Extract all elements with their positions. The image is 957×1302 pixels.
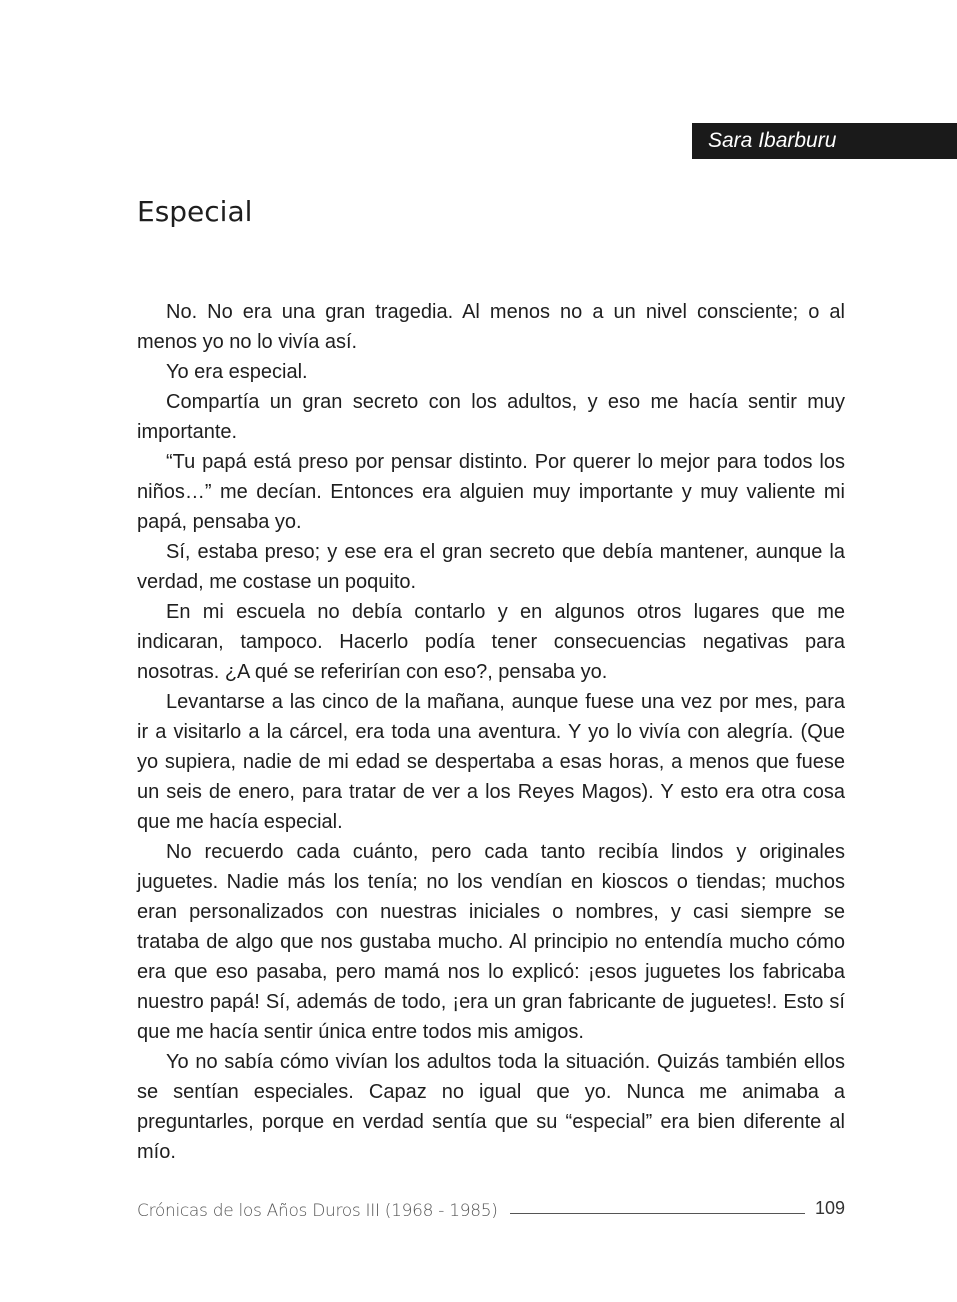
chapter-title: Especial: [137, 195, 253, 228]
paragraph: En mi escuela no debía contarlo y en algunos otros lugares que me indicaran, tampoco. Hacerlo podía tener consecuencias negativas para nosotras. ¿A qué se referirían con eso?, pensaba yo.: [137, 601, 845, 683]
paragraph: No recuerdo cada cuánto, pero cada tanto recibía lindos y originales juguetes. Nadie más los tenía; no los vendían en kioscos o tiendas; muchos eran personalizados con nuestras iniciales o nombres, y casi siempre se trataba de algo que nos gustaba mucho. Al principio no entendía mucho cómo era que eso pasaba, pero mamá nos lo explicó: ¡esos juguetes los fabricaba nuestro papá! Sí, además de todo, ¡era un gran fabricante de juguetes!. Esto sí que me hacía sentir única entre todos mis amigos.: [137, 841, 845, 1043]
paragraph: Levantarse a las cinco de la mañana, aunque fuese una vez por mes, para ir a visitarlo a la cárcel, era toda una aventura. Y yo lo vivía con alegría. (Que yo supiera, nadie de mi edad se despertaba a esas horas, a menos que fuese un seis de enero, para tratar de ver a los Reyes Magos). Y esto era otra cosa que me hacía especial.: [137, 691, 845, 833]
footer-divider: [510, 1213, 805, 1214]
footer-book-title: Crónicas de los Años Duros III (1968 - 1985): [137, 1201, 498, 1221]
paragraph: Sí, estaba preso; y ese era el gran secreto que debía mantener, aunque la verdad, me costase un poquito.: [137, 541, 845, 593]
author-header-tab: Sara Ibarburu: [692, 123, 957, 159]
paragraph: Yo era especial.: [166, 361, 308, 383]
paragraph: “Tu papá está preso por pensar distinto. Por querer lo mejor para todos los niños…” me decían. Entonces era alguien muy importante y muy valiente mi papá, pensaba yo.: [137, 451, 845, 533]
page-footer: [137, 1196, 845, 1226]
page-number: 109: [814, 1197, 845, 1218]
paragraph: No. No era una gran tragedia. Al menos no a un nivel consciente; o al menos yo no lo vivía así.: [137, 301, 845, 353]
paragraph: Compartía un gran secreto con los adultos, y eso me hacía sentir muy importante.: [137, 391, 845, 443]
body-text: [137, 297, 845, 1167]
paragraph: Yo no sabía cómo vivían los adultos toda la situación. Quizás también ellos se sentían especiales. Capaz no igual que yo. Nunca me animaba a preguntarles, porque en verdad sentía que su “especial” era bien diferente al mío.: [137, 1051, 845, 1163]
